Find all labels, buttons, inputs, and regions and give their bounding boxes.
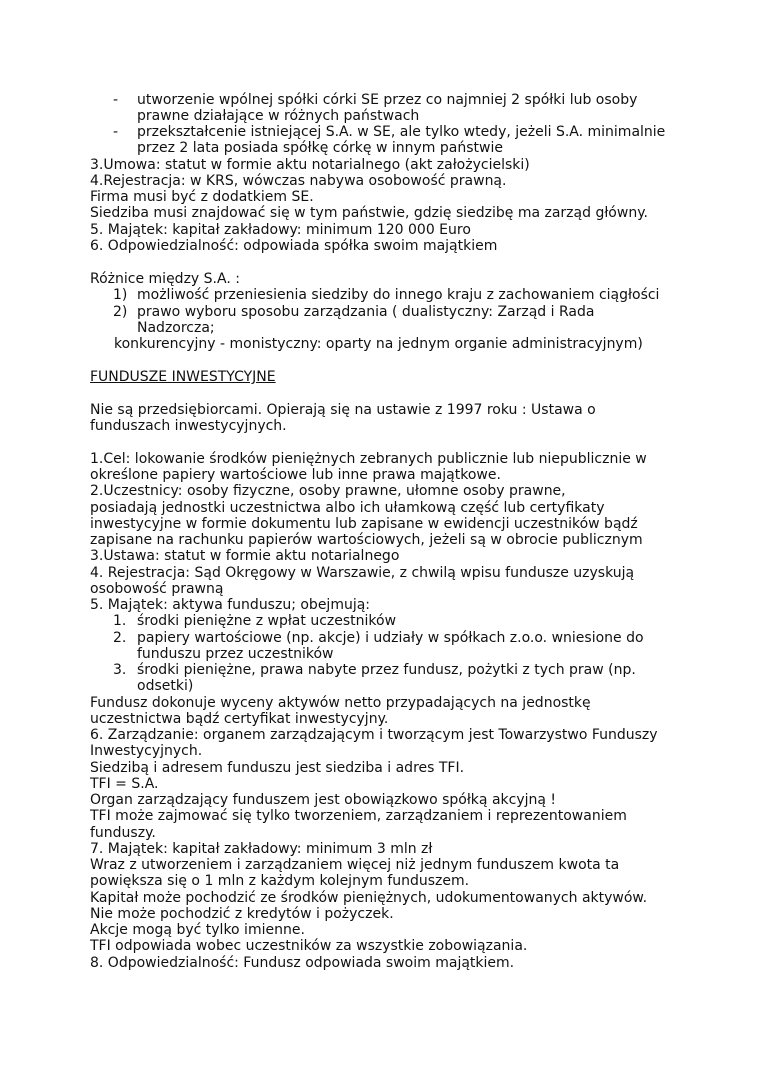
text-line: 8. Odpowiedzialność: Fundusz odpowiada swoim majątkiem. [90,955,515,971]
text-line: 6. Zarządzanie: organem zarządzającym i tworzącym jest Towarzystwo Funduszy [90,727,658,743]
text-line: Inwestycyjnych. [90,743,203,759]
list-number: 2) [113,304,128,320]
list-item: utworzenie wpólnej spółki córki SE przez co najmniej 2 spółki lub osoby [137,92,638,108]
list-item: przekształcenie istniejącej S.A. w SE, ale tylko wtedy, jeżeli S.A. minimalnie [137,124,666,140]
text-line: uczestnictwa bądź certyfikat inwestycyjny. [90,711,389,727]
text-line: zapisane na rachunku papierów wartościowych, jeżeli są w obrocie publicznym [90,532,643,548]
text-line: określone papiery wartościowe lub inne prawa majątkowe. [90,467,501,483]
text-line: Nie są przedsiębiorcami. Opierają się na ustawie z 1997 roku : Ustawa o [90,402,596,418]
text-line: 5. Majątek: aktywa funduszu; obejmują: [90,597,371,613]
list-item: funduszu przez uczestników [137,646,334,662]
text-line: Fundusz dokonuje wyceny aktywów netto przypadających na jednostkę [90,695,591,711]
text-line: 2.Uczestnicy: osoby fizyczne, osoby prawne, ułomne osoby prawne, [90,483,566,499]
text-line: Siedzibą i adresem funduszu jest siedziba i adres TFI. [90,760,465,776]
text-line: 3.Umowa: statut w formie aktu notarialnego (akt założycielski) [90,157,530,173]
list-number: 2. [113,630,127,646]
text-line: 1.Cel: lokowanie środków pieniężnych zebranych publicznie lub niepublicznie w [90,451,647,467]
list-item: środki pieniężne, prawa nabyte przez fundusz, pożytki z tych praw (np. [137,662,636,678]
text-line: osobowość prawną [90,581,224,597]
list-item: prawne działające w różnych państwach [137,108,420,124]
text-line: powiększa się o 1 mln z każdym kolejnym funduszem. [90,873,470,889]
list-item: przez 2 lata posiada spółkę córkę w innym państwie [137,140,503,156]
list-item: papiery wartościowe (np. akcje) i udziały w spółkach z.o.o. wniesione do [137,630,644,646]
text-line: Organ zarządzający funduszem jest obowiązkowo spółką akcyjną ! [90,792,557,808]
text-line: Siedziba musi znajdować się w tym państwie, gdzię siedzibę ma zarząd główny. [90,205,648,221]
list-item: środki pieniężne z wpłat uczestników [137,613,397,629]
page-title: FUNDUSZE INWESTYCYJNE [90,369,276,385]
text-line: posiadają jednostki uczestnictwa albo ich ułamkową część lub certyfikaty [90,500,605,516]
text-line: 4. Rejestracja: Sąd Okręgowy w Warszawie, z chwilą wpisu fundusze uzyskują [90,565,635,581]
text-line: 4.Rejestracja: w KRS, wówczas nabywa osobowość prawną. [90,173,507,189]
text-line: inwestycyjne w formie dokumentu lub zapisane w ewidencji uczestników bądź [90,516,638,532]
text-line: 6. Odpowiedzialność: odpowiada spółka swoim majątkiem [90,238,498,254]
list-number: 3. [113,662,127,678]
text-line: Akcje mogą być tylko imienne. [90,922,305,938]
text-line: funduszach inwestycyjnych. [90,418,287,434]
text-line: 7. Majątek: kapitał zakładowy: minimum 3 mln zł [90,841,433,857]
text-line: Kapitał może pochodzić ze środków pieniężnych, udokumentowanych aktywów. [90,890,648,906]
list-number: 1) [113,287,128,303]
text-line: 5. Majątek: kapitał zakładowy: minimum 120 000 Euro [90,222,471,238]
text-line: 3.Ustawa: statut w formie aktu notarialnego [90,548,400,564]
list-dash: - [113,124,119,140]
section-heading: Różnice między S.A. : [90,271,240,287]
text-line: funduszy. [90,825,156,841]
text-line: TFI odpowiada wobec uczestników za wszystkie zobowiązania. [90,938,528,954]
text-line: TFI = S.A. [90,776,159,792]
list-item: prawo wyboru sposobu zarządzania ( dualistyczny: Zarząd i Rada [137,304,595,320]
list-number: 1. [113,613,127,629]
text-line: Wraz z utworzeniem i zarządzaniem więcej niż jednym funduszem kwota ta [90,857,620,873]
text-line: TFI może zajmować się tylko tworzeniem, zarządzaniem i reprezentowaniem [90,808,627,824]
list-item: Nadzorcza; [137,320,215,336]
list-dash: - [113,92,119,108]
text-line: konkurencyjny - monistyczny: oparty na jednym organie administracyjnym) [114,336,643,352]
list-item: możliwość przeniesienia siedziby do innego kraju z zachowaniem ciągłości [137,287,660,303]
text-line: Nie może pochodzić z kredytów i pożyczek. [90,906,394,922]
text-line: Firma musi być z dodatkiem SE. [90,189,314,205]
list-item: odsetki) [137,678,194,694]
